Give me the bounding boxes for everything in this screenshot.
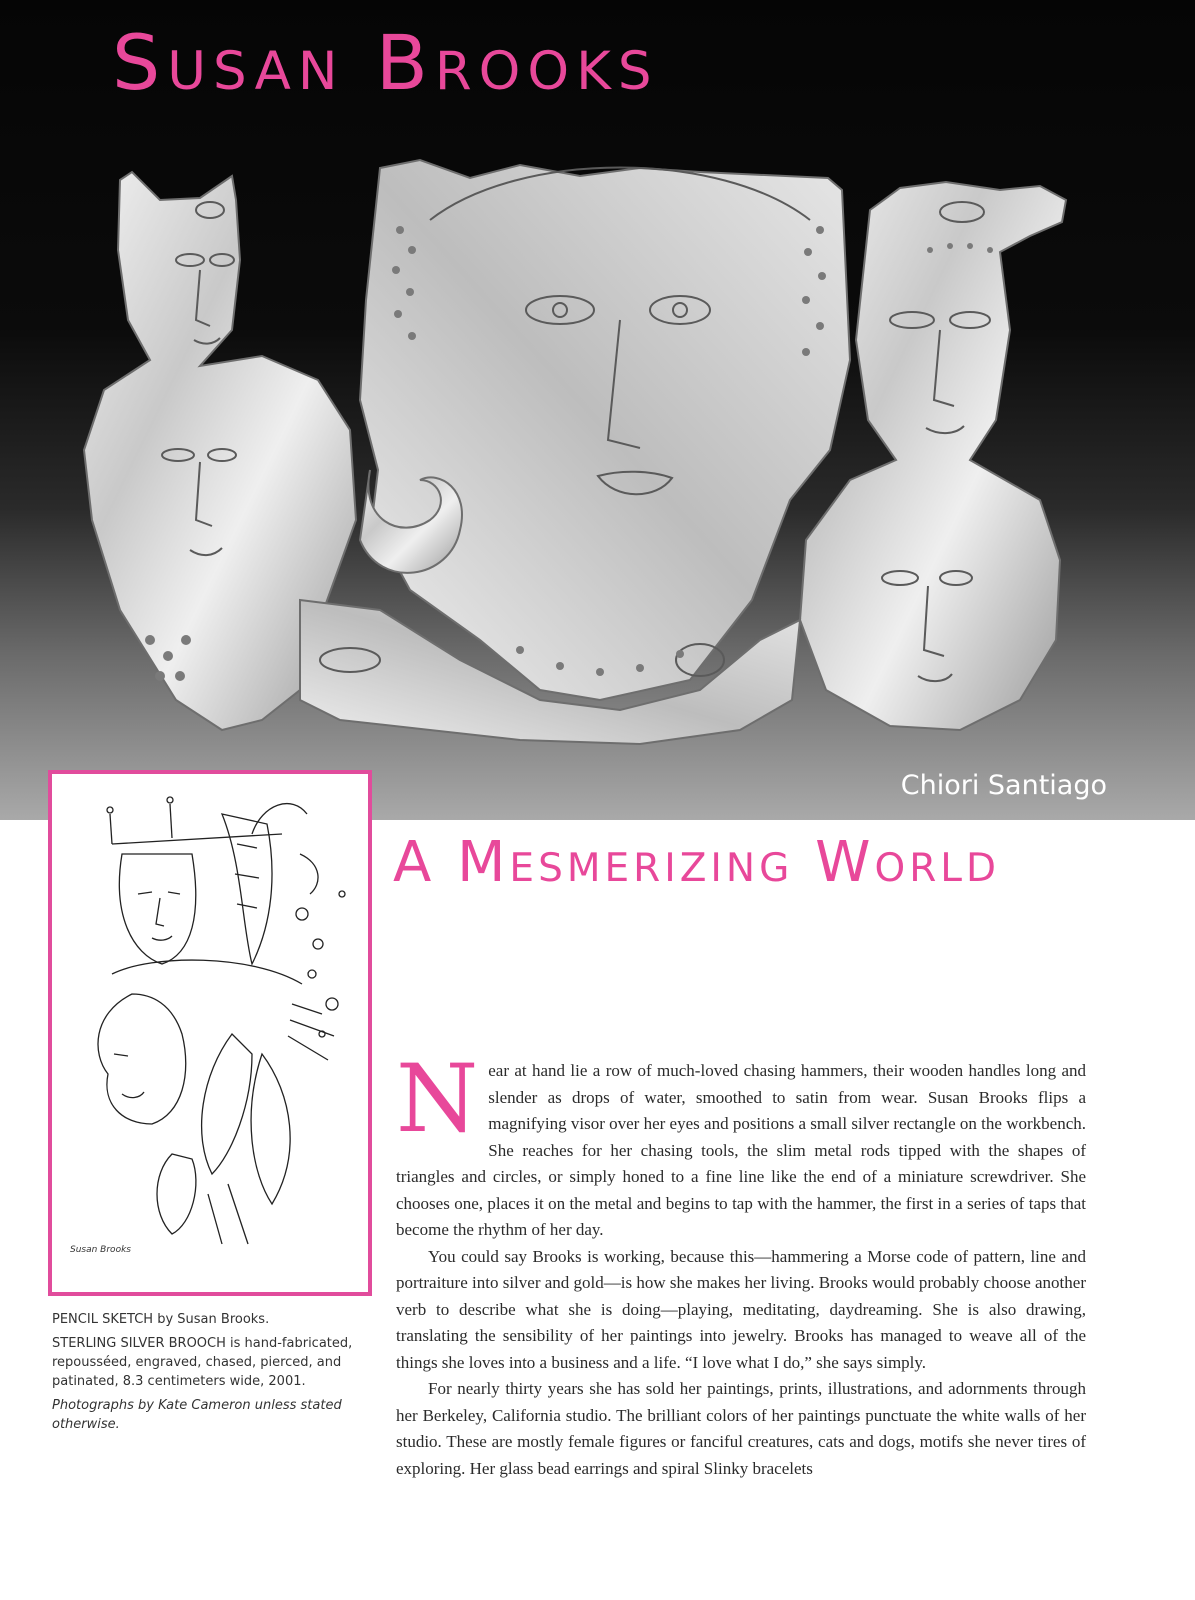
article-paragraph: For nearly thirty years she has sold her paintings, prints, illustrations, and adornments through her Berkeley, California studio. The brilliant colors of her paintings punctuate the white walls of her studio. These are mostly female figures or fanciful creatures, cats and dogs, motifs she never tires of exploring. Her glass bead earrings and spiral Slinky bracelets [396, 1379, 1086, 1478]
brooch-central-face [360, 160, 850, 700]
photo-captions [52, 1310, 372, 1439]
first-paragraph-text: ear at hand lie a row of much-loved chasing hammers, their wooden handles long and slender as drops of water, smoothed to satin from wear. Susan Brooks flips a magnifying visor over her eyes and positions a small silver rectangle on the workbench. She reaches for her chasing tools, the slim metal rods tipped with the shapes of triangles and circles, or simply honed to a fine line like the end of a miniature screwdriver. She chooses one, places it on the metal and begins to tap with the hammer, the first in a series of taps that become the rhythm of her day. [396, 1061, 1086, 1239]
drop-cap: N [396, 1045, 479, 1154]
page-title: Susan Brooks [112, 18, 659, 107]
pencil-sketch-illustration [52, 774, 368, 1292]
article-paragraph [396, 1045, 1086, 1244]
photo-credit: Photographs by Kate Cameron unless stated otherwise. [52, 1398, 342, 1432]
article-body [396, 1045, 1086, 1482]
author-byline: Chiori Santiago [900, 770, 1107, 801]
pencil-sketch-frame [48, 770, 372, 1296]
sketch-signature: Susan Brooks [70, 1245, 131, 1255]
sketch-caption: PENCIL SKETCH by Susan Brooks. [52, 1312, 270, 1327]
brooch-caption: STERLING SILVER BROOCH is hand-fabricated, repousséed, engraved, chased, pierced, and patinated, 8.3 centimeters wide, 2001. [52, 1336, 353, 1389]
article-paragraph: You could say Brooks is working, because this—hammering a Morse code of pattern, line and portraiture into silver and gold—is how she makes her living. Brooks would probably choose another verb to describe what she is doing—playing, meditating, daydreaming. She is also drawing, translating the sensibility of her paintings into jewelry. Brooks has managed to weave all of the things she loves into a business and a life. “I love what I do,” she says simply. [396, 1246, 1086, 1372]
article-headline: A Mesmerizing World [393, 830, 1001, 895]
